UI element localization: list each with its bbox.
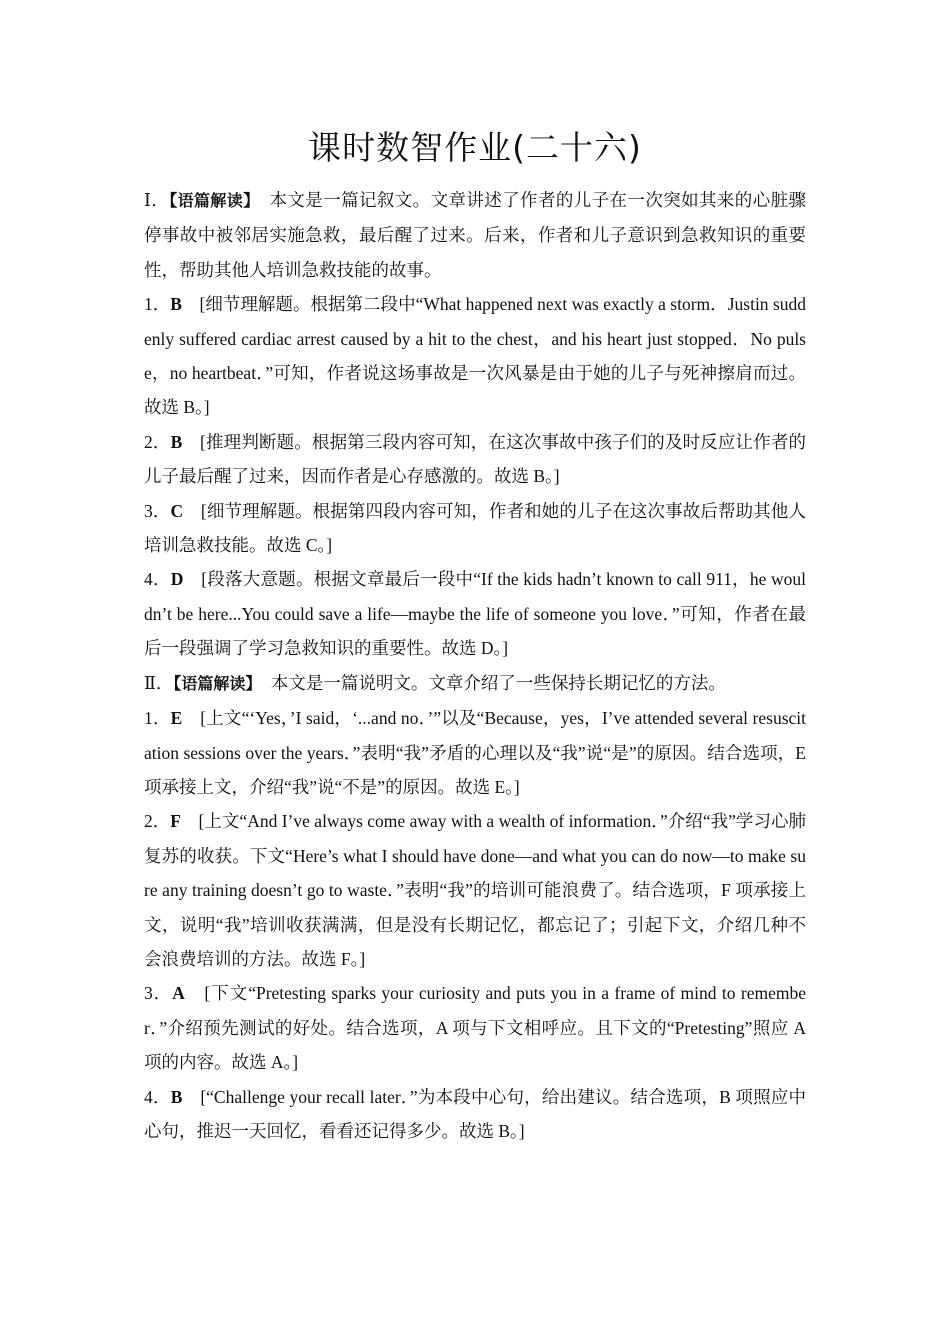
answer-letter: E (170, 708, 183, 729)
answer-explanation: [推理判断题。根据第三段内容可知，在这次事故中孩子们的及时反应让作者的儿子最后醒了过来，因而作者是心存感激的。故选 B。] (144, 431, 807, 487)
section-1-numeral: Ⅰ． (144, 190, 170, 210)
answer-explanation: [细节理解题。根据第二段中“What happened next was exactly a storm．Justin suddenly suffered cardiac arrest caused by a hit to the chest，and his heart just stopped．No pulse，no heartbeat．”可知，作者说这场事故是一次风暴是由于她的儿子与死神擦肩而过。故选 B。] (144, 294, 807, 418)
answer-item (144, 562, 806, 665)
section-2-label: 【语篇解读】 (173, 673, 254, 693)
answer-letter: B (170, 1086, 183, 1107)
answer-letter: B (170, 431, 183, 452)
answer-explanation: [上文“And I’ve always come away with a wealth of information．”介绍“我”学习心肺复苏的收获。下文“Here’s what I should have done—and what you can do now—to make sure any training doesn’t go to waste．”表明“我”的培训可能浪费了。结合选项，F 项承接上文，说明“我”培训收获满满，但是没有长期记忆，都忘记了；引起下文，介绍几种不会浪费培训的方法。故选 F。] (144, 811, 806, 969)
answer-item (144, 976, 806, 1079)
answer-number: 1． (144, 708, 171, 729)
answer-number: 2． (144, 431, 171, 452)
section-2-numeral: Ⅱ． (144, 672, 174, 693)
page-title: 课时数智作业(二十六) (308, 128, 642, 167)
section-1-intro (144, 183, 806, 287)
answer-number: 3． (144, 500, 171, 521)
answer-letter: D (170, 569, 184, 590)
answer-item (144, 701, 806, 804)
answer-item (144, 494, 806, 563)
answer-number: 3． (144, 983, 173, 1004)
answer-letter: A (172, 983, 185, 1004)
section-1-summary: 本文是一篇记叙文。文章讲述了作者的儿子在一次突如其来的心脏骤停事故中被邻居实施急救，最后醒了过来。后来，作者和儿子意识到急救知识的重要性，帮助其他人培训急救技能的故事。 (144, 190, 806, 280)
document-body (144, 183, 806, 1148)
answer-explanation: [“Challenge your recall later．”为本段中心句，给出建议。结合选项，B 项照应中心句，推迟一天回忆，看看还记得多少。故选 B。] (144, 1086, 807, 1141)
answer-number: 2． (144, 811, 171, 832)
answer-letter: F (170, 811, 181, 832)
answer-explanation: [上文“‘Yes，’I said，‘...and no．’”以及“Because，yes，I’ve attended several resuscitation sessions over the years．”表明“我”矛盾的心理以及“我”说“是”的原因。结合选项，E 项承接上文，介绍“我”说“不是”的原因。故选 E。] (144, 708, 807, 797)
answer-explanation: [细节理解题。根据第四段内容可知，作者和她的儿子在这次事故后帮助其他人培训急救技能。故选 C。] (144, 500, 807, 556)
section-1-label: 【语篇解读】 (169, 191, 252, 210)
answer-explanation: [段落大意题。根据文章最后一段中“If the kids hadn’t known to call 911，he wouldn’t be here...You could save a life—maybe the life of someone you love．”可知，作者在最后一段强调了学习急救知识的重要性。故选 D。] (144, 569, 806, 659)
section-2-intro (144, 666, 806, 701)
answer-item (144, 804, 806, 976)
answer-letter: B (170, 294, 182, 315)
answer-number: 1． (144, 294, 171, 315)
answer-number: 4． (144, 569, 171, 590)
answer-letter: C (170, 500, 184, 521)
answer-item (144, 1080, 806, 1149)
answer-number: 4． (144, 1086, 171, 1107)
answer-item (144, 287, 806, 425)
answer-item (144, 425, 806, 494)
section-2-summary: 本文是一篇说明文。文章介绍了一些保持长期记忆的方法。 (253, 672, 726, 693)
answer-explanation: [下文“Pretesting sparks your curiosity and puts you in a frame of mind to remember．”介绍预先测试的好处。结合选项，A 项与下文相呼应。且下文的“Pretesting”照应 A 项的内容。故选 A。] (144, 983, 806, 1073)
